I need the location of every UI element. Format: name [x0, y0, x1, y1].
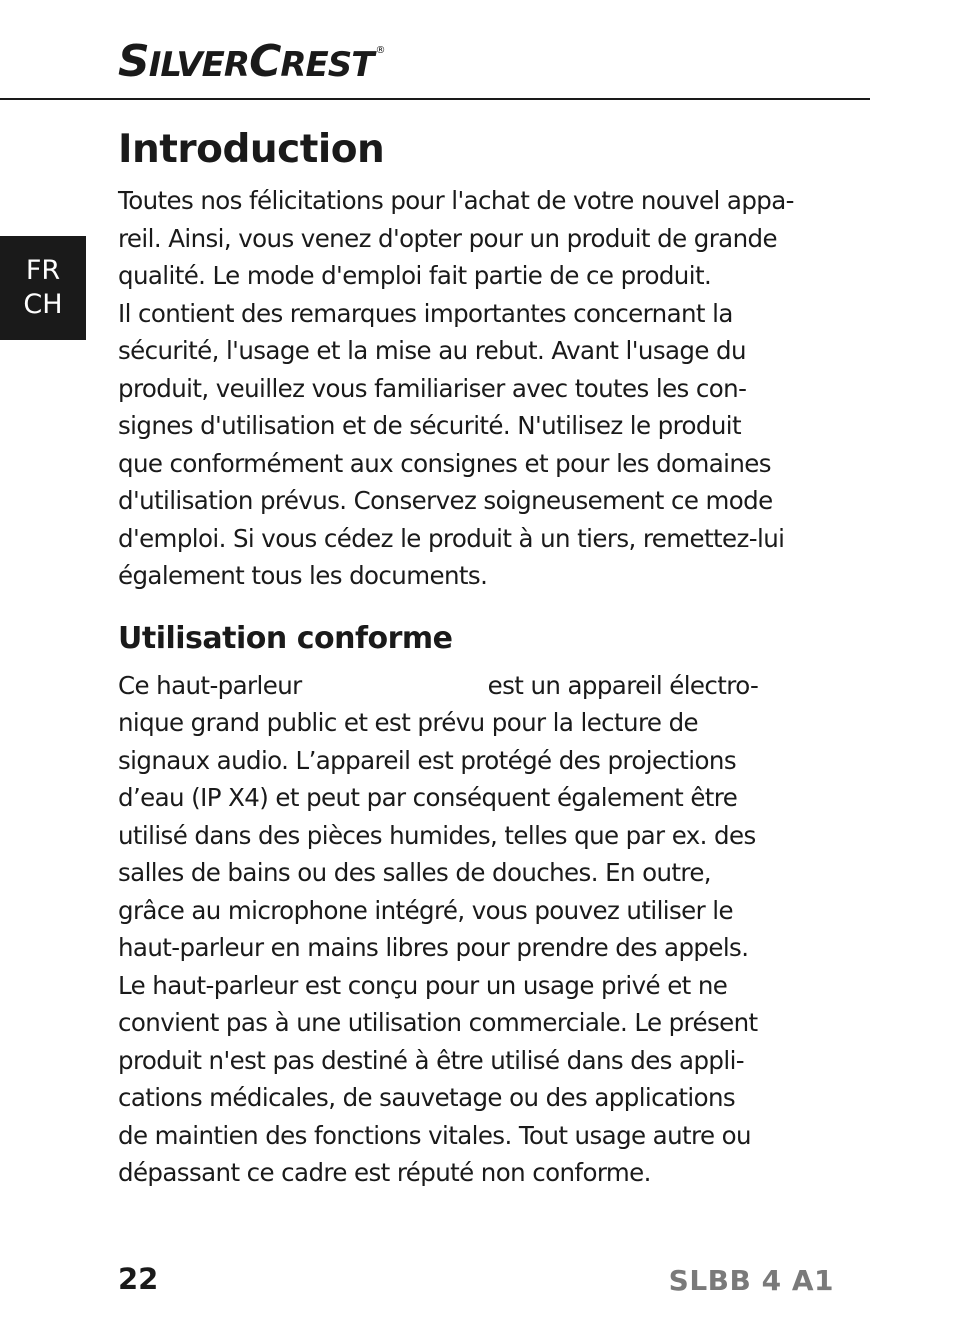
text-line: nique grand public et est prévu pour la lecture de: [118, 708, 699, 737]
brand-logo: [118, 36, 385, 87]
registered-mark: ®: [375, 45, 385, 56]
text-line: salles de bains ou des salles de douches. En outre,: [118, 858, 711, 887]
brand-rest: REST: [280, 45, 374, 85]
text-line: sécurité, l'usage et la mise au rebut. Avant l'usage du: [118, 336, 746, 365]
text-line: d’eau (IP X4) et peut par conséquent également être: [118, 783, 738, 812]
text-line-first: [118, 667, 840, 705]
text-line: que conformément aux consignes et pour les domaines: [118, 448, 771, 478]
usage-first-line-start: Ce haut-parleur: [118, 670, 302, 700]
text-line: grâce au microphone intégré, vous pouvez utiliser le: [118, 895, 733, 925]
text-line: qualité. Le mode d'emploi fait partie de ce produit.: [118, 261, 712, 290]
main-content: [118, 124, 840, 1192]
text-line: de maintien des fonctions vitales. Tout usage autre ou: [118, 1120, 751, 1150]
intro-paragraph: [118, 182, 840, 595]
text-line: cations médicales, de sauvetage ou des applications: [118, 1083, 736, 1112]
text-line: utilisé dans des pièces humides, telles que par ex. des: [118, 820, 756, 850]
language-code-ch: CH: [23, 289, 63, 320]
text-line: dépassant ce cadre est réputé non conforme.: [118, 1158, 651, 1187]
text-line: convient pas à une utilisation commerciale. Le présent: [118, 1008, 758, 1037]
page-number: 22: [118, 1262, 159, 1296]
text-line: haut-parleur en mains libres pour prendre des appels.: [118, 933, 749, 962]
usage-first-line-end: est un appareil électro-: [487, 670, 759, 700]
intro-heading: Introduction: [118, 127, 385, 172]
language-tab: [0, 236, 86, 340]
text-line: d'utilisation prévus. Conservez soigneusement ce mode: [118, 486, 773, 515]
model-number: SLBB 4 A1: [668, 1264, 834, 1297]
usage-paragraph: [118, 667, 840, 1192]
text-line: également tous les documents.: [118, 561, 488, 590]
brand-initial-s: S: [118, 36, 149, 87]
text-line: produit n'est pas destiné à être utilisé dans des appli-: [118, 1045, 745, 1075]
brand-initial-c: C: [249, 36, 281, 87]
text-line: Il contient des remarques importantes concernant la: [118, 298, 733, 328]
text-line: reil. Ainsi, vous venez d'opter pour un produit de grande: [118, 223, 777, 253]
text-line: produit, veuillez vous familiariser avec toutes les con-: [118, 373, 747, 403]
brand-ilver: ILVER: [148, 45, 250, 85]
text-line: d'emploi. Si vous cédez le produit à un tiers, remettez-lui: [118, 523, 785, 553]
text-line: Toutes nos félicitations pour l'achat de votre nouvel appa-: [118, 186, 794, 215]
text-line: signes d'utilisation et de sécurité. N'utilisez le produit: [118, 411, 742, 440]
usage-heading: Utilisation conforme: [118, 620, 453, 656]
text-line: signaux audio. L’appareil est protégé des projections: [118, 745, 736, 775]
header-divider: [0, 98, 870, 100]
language-code-fr: FR: [25, 255, 61, 286]
text-line: Le haut-parleur est conçu pour un usage privé et ne: [118, 970, 728, 1000]
